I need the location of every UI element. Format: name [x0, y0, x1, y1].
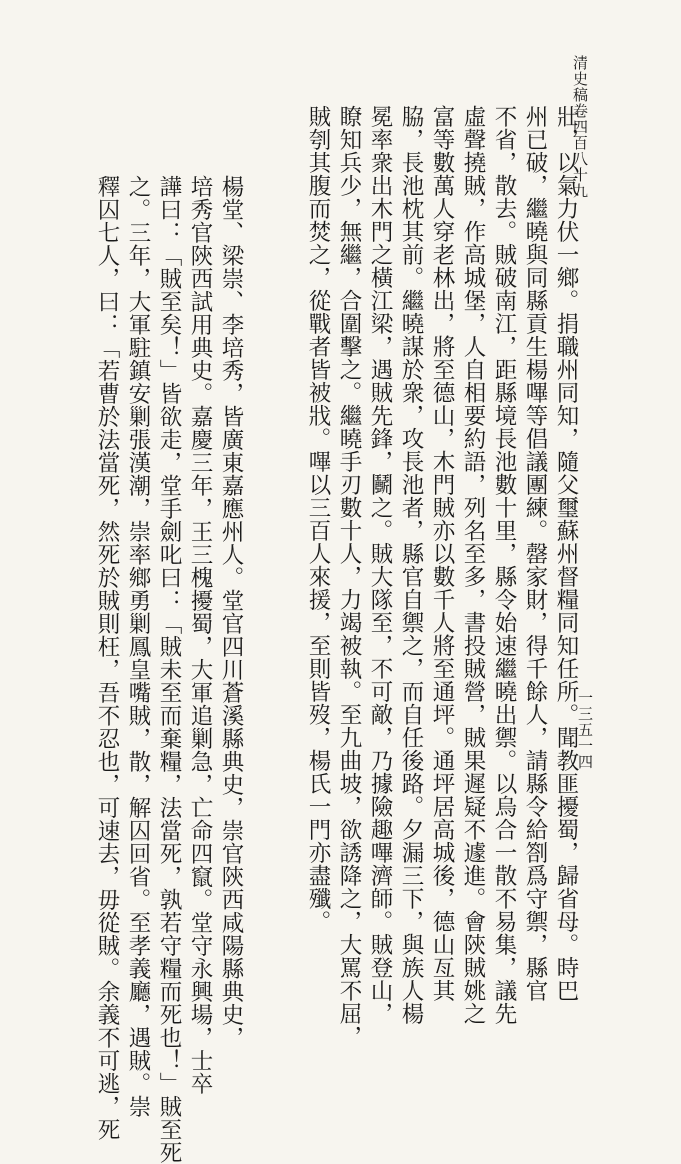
text-column: 之。三年，大軍駐鎮安剿張漢潮，崇率鄉勇剿鳳皇嘴賊，散，解囚回省。至孝義廳，遇賊。崇	[125, 175, 151, 1118]
text-column: 州已破，繼曉與同縣貢生楊嗶等倡議團練。罄家財，得千餘人，請縣令給劄爲守禦，縣官	[522, 105, 548, 1002]
text-column: 壯，以氣力伏一鄉。捐職州同知，隨父璽蘇州督糧同知任所。聞教匪擾蜀，歸省母。時巴	[553, 105, 579, 1002]
text-column: 冕率衆出木門之橫江梁，遇賊先鋒，鬭之。賊大隊至，不可敵，乃據險趣嗶濟師。賊登山，	[367, 105, 393, 1025]
text-column: 楊堂、梁崇、李培秀，皆廣東嘉應州人。堂官四川蒼溪縣典史，崇官陝西咸陽縣典史，	[218, 175, 244, 1049]
text-column: 富等數萬人穿老林出，將至德山，木門賊亦以數千人將至通坪。通坪居高城後，德山亙其	[429, 105, 455, 1002]
text-column: 瞭知兵少，無繼，合圍擊之。繼曉手刃數十人，力竭被執。至九曲坡，欲誘降之，大罵不屈，	[336, 105, 362, 1048]
text-column: 不省，散去。賊破南江，距縣境長池數十里，縣令始速繼曉出禦。以烏合一散不易集，議先	[491, 105, 517, 1025]
biography-yang-tang	[74, 175, 246, 1164]
text-column: 脇，長池枕其前。繼曉謀於衆，攻長池者，縣官自禦之，而自任後路。夕漏三下，與族人楊	[398, 105, 424, 1025]
text-column: 賊刳其腹而焚之，從戰者皆被戕。嗶以三百人來援，至則皆歿，楊氏一門亦盡殲。	[305, 105, 331, 933]
book-title: 清史稿卷四百八十九	[571, 55, 589, 199]
text-column: 譁曰：「賊至矣！」皆欲走，堂手劍叱曰：「賊未至而棄糧，法當死，孰若守糧而死也！」賊至死	[156, 175, 182, 1164]
biography-yang-jixiao	[253, 105, 581, 1048]
text-column: 培秀官陝西試用典史。嘉慶三年，王三槐擾蜀，大軍追剿急，亡命四竄。堂守永興場，士卒	[187, 175, 213, 1095]
text-column: 虛聲撓賊，作高城堡，人自相要約語，列名至多，書投賊營，賊果遲疑不遽進。會陝賊姚之	[460, 105, 486, 1025]
page-number: 一三五一四	[576, 690, 594, 770]
text-column: 釋囚七人，曰：「若曹於法當死，然死於賊則枉，吾不忍也，可速去，毋從賊。余義不可逃，死	[94, 175, 120, 1141]
